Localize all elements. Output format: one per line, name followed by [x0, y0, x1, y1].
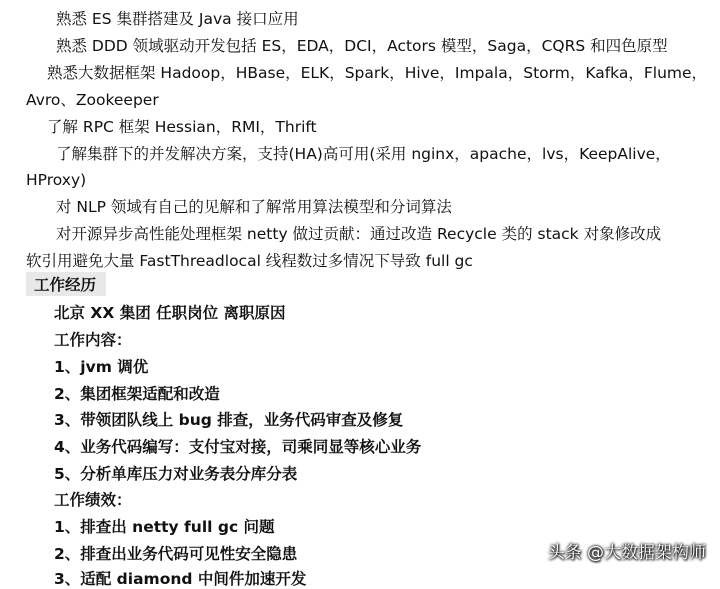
skill-line-4: Avro、Zookeeper — [26, 91, 159, 109]
results-item: 3、适配 diamond 中间件加速开发 — [54, 570, 307, 588]
skill-line-9: 对开源异步高性能处理框架 netty 做过贡献：通过改造 Recycle 类的 stack 对象修改成 — [56, 225, 662, 243]
skill-line-1: 熟悉 ES 集群搭建及 Java 接口应用 — [56, 10, 299, 28]
watermark: 头条 @大数据架构师 — [547, 543, 706, 563]
skill-line-8: 对 NLP 领域有自己的见解和了解常用算法模型和分词算法 — [56, 198, 452, 216]
skill-line-10: 软引用避免大量 FastThreadlocal 线程数过多情况下导致 full gc — [26, 252, 473, 270]
content-item: 3、带领团队线上 bug 排查，业务代码审查及修复 — [54, 411, 404, 429]
skill-line-6: 了解集群下的并发解决方案，支持(HA)高可用(采用 nginx，apache，lvs，KeepAlive， — [56, 145, 671, 163]
content-item: 1、jvm 调优 — [54, 358, 149, 376]
content-label: 工作内容： — [54, 331, 132, 349]
section-heading: 工作经历 — [34, 276, 97, 294]
content-item: 2、集团框架适配和改造 — [54, 385, 220, 403]
results-item: 2、排查出业务代码可见性安全隐患 — [54, 545, 298, 563]
results-item: 1、排查出 netty full gc 问题 — [54, 518, 275, 536]
results-label: 工作绩效： — [54, 491, 132, 509]
skill-line-3: 熟悉大数据框架 Hadoop，HBase，ELK，Spark，Hive，Impala，Storm，Kafka，Flume， — [47, 64, 708, 82]
content-item: 4、业务代码编写：支付宝对接，司乘同显等核心业务 — [54, 438, 422, 456]
company-line: 北京 XX 集团 任职岗位 离职原因 — [54, 304, 286, 322]
content-item: 5、分析单库压力对业务表分库分表 — [54, 465, 298, 483]
skill-line-7: HProxy) — [26, 171, 87, 189]
skill-line-5: 了解 RPC 框架 Hessian，RMI，Thrift — [47, 118, 317, 136]
skill-line-2: 熟悉 DDD 领域驱动开发包括 ES，EDA，DCI，Actors 模型，Saga，CQRS 和四色原型 — [56, 37, 668, 55]
